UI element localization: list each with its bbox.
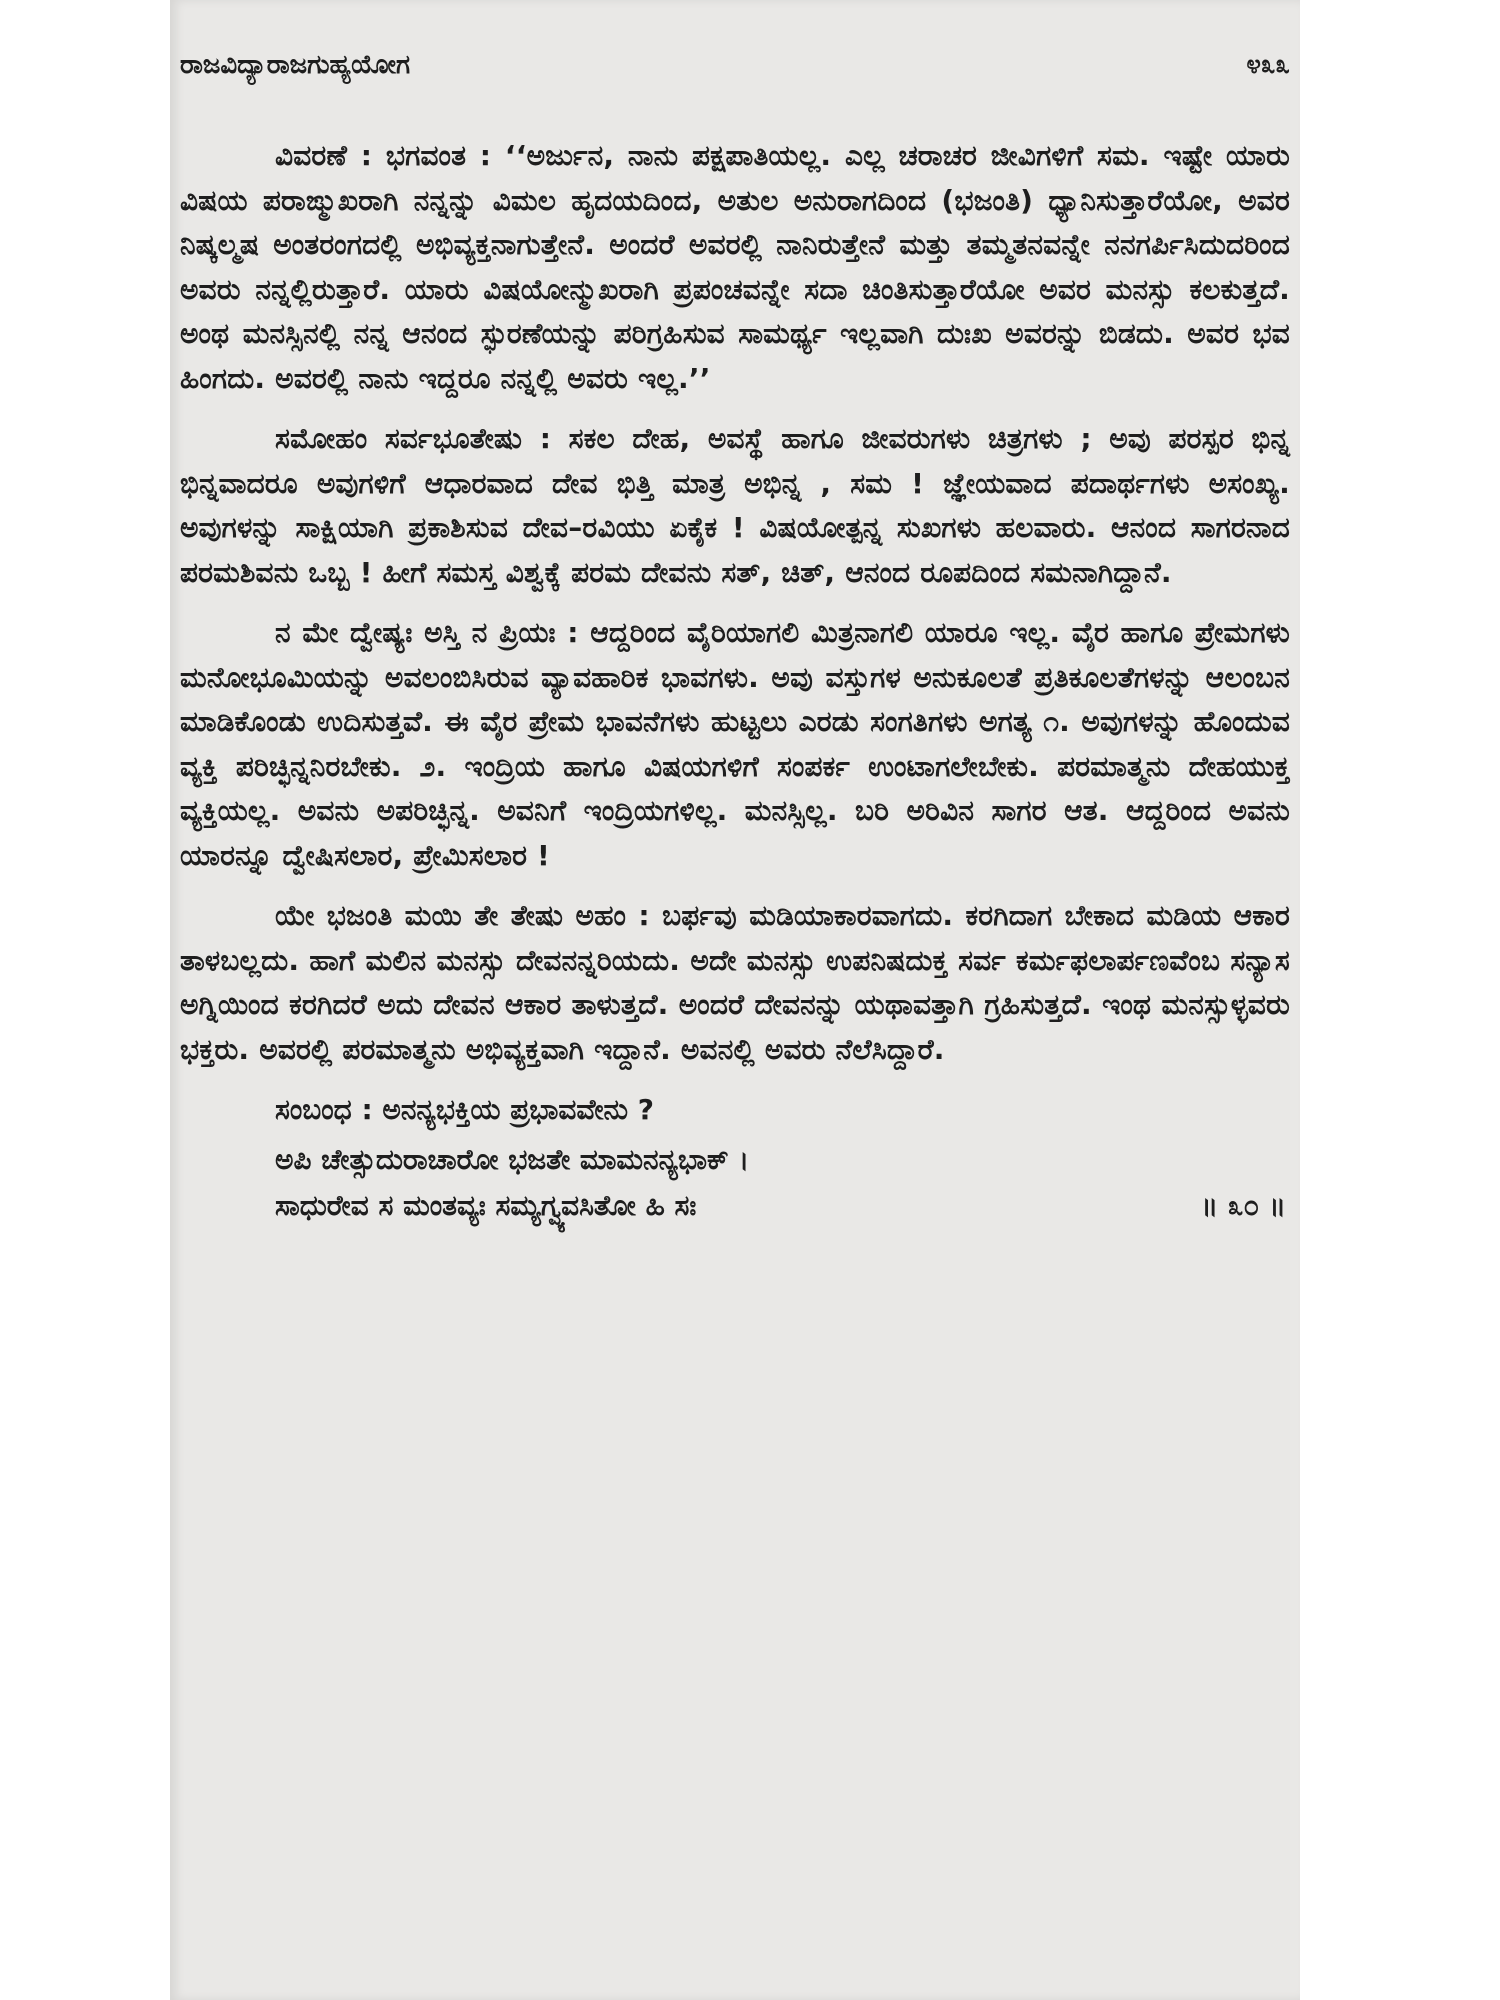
paragraph-text: ಸಕಲ ದೇಹ, ಅವಸ್ಥೆ ಹಾಗೂ ಜೀವರುಗಳು ಚಿತ್ರಗಳು ; ಅವು ಪರಸ್ಪರ ಭಿನ್ನ ಭಿನ್ನವಾದರೂ ಅವುಗಳಿಗೆ ಆಧಾರವಾದ ದೇವ ಭಿತ್ತಿ ಮಾತ್ರ ಅಭಿನ್ನ , ಸಮ ! ಜ್ಞೇಯವಾದ ಪದಾರ್ಥಗಳು ಅಸಂಖ್ಯ. ಅವುಗಳನ್ನು ಸಾಕ್ಷಿಯಾಗಿ ಪ್ರಕಾಶಿಸುವ ದೇವ–ರವಿಯು ಏಕೈಕ ! ವಿಷಯೋತ್ಪನ್ನ ಸುಖಗಳು ಹಲವಾರು. ಆನಂದ ಸಾಗರನಾದ ಪರಮಶಿವನು ಒಬ್ಬ ! ಹೀಗೆ ಸಮಸ್ತ ವಿಶ್ವಕ್ಕೆ ಪರಮ ದೇವನು ಸತ್, ಚಿತ್, ಆನಂದ ರೂಪದಿಂದ ಸಮನಾಗಿದ್ದಾನೆ. <box>180 422 1290 589</box>
paragraph-text: ಬರ್ಫವು ಮಡಿಯಾಕಾರವಾಗದು. ಕರಗಿದಾಗ ಬೇಕಾದ ಮಡಿಯ ಆಕಾರ ತಾಳಬಲ್ಲದು. ಹಾಗೆ ಮಲಿನ ಮನಸ್ಸು ದೇವನನ್ನರಿಯದು. ಅದೇ ಮನಸ್ಸು ಉಪನಿಷದುಕ್ತ ಸರ್ವ ಕರ್ಮಫಲಾರ್ಪಣವೆಂಬ ಸನ್ಯಾಸ ಅಗ್ನಿಯಿಂದ ಕರಗಿದರೆ ಅದು ದೇವನ ಆಕಾರ ತಾಳುತ್ತದೆ. ಅಂದರೆ ದೇವನನ್ನು ಯಥಾವತ್ತಾಗಿ ಗ್ರಹಿಸುತ್ತದೆ. ಇಂಥ ಮನಸ್ಸುಳ್ಳವರು ಭಕ್ತರು. ಅವರಲ್ಲಿ ಪರಮಾತ್ಮನು ಅಭಿವ್ಯಕ್ತವಾಗಿ ಇದ್ದಾನೆ. ಅವನಲ್ಲಿ ಅವರು ನೆಲೆಸಿದ್ದಾರೆ. <box>180 899 1290 1066</box>
paragraph-na-me-dveshya <box>180 611 1290 878</box>
paragraph-text: ಭಗವಂತ : ‘‘ಅರ್ಜುನ, ನಾನು ಪಕ್ಷಪಾತಿಯಲ್ಲ. ಎಲ್ಲ ಚರಾಚರ ಜೀವಿಗಳಿಗೆ ಸಮ. ಇಷ್ಟೇ ಯಾರು ವಿಷಯ ಪರಾಙ್ಮುಖರಾಗಿ ನನ್ನನ್ನು ವಿಮಲ ಹೃದಯದಿಂದ, ಅತುಲ ಅನುರಾಗದಿಂದ (ಭಜಂತಿ) ಧ್ಯಾನಿಸುತ್ತಾರೆಯೋ, ಅವರ ನಿಷ್ಕಲ್ಮಷ ಅಂತರಂಗದಲ್ಲಿ ಅಭಿವ್ಯಕ್ತನಾಗುತ್ತೇನೆ. ಅಂದರೆ ಅವರಲ್ಲಿ ನಾನಿರುತ್ತೇನೆ ಮತ್ತು ತಮ್ಮತನವನ್ನೇ ನನಗರ್ಪಿಸಿದುದರಿಂದ ಅವರು ನನ್ನಲ್ಲಿರುತ್ತಾರೆ. ಯಾರು ವಿಷಯೋನ್ಮುಖರಾಗಿ ಪ್ರಪಂಚವನ್ನೇ ಸದಾ ಚಿಂತಿಸುತ್ತಾರೆಯೋ ಅವರ ಮನಸ್ಸು ಕಲಕುತ್ತದೆ. ಅಂಥ ಮನಸ್ಸಿನಲ್ಲಿ ನನ್ನ ಆನಂದ ಸ್ಫುರಣೆಯನ್ನು ಪರಿಗ್ರಹಿಸುವ ಸಾಮರ್ಥ್ಯ ಇಲ್ಲವಾಗಿ ದುಃಖ ಅವರನ್ನು ಬಿಡದು. ಅವರ ಭವ ಹಿಂಗದು. ಅವರಲ್ಲಿ ನಾನು ಇದ್ದರೂ ನನ್ನಲ್ಲಿ ಅವರು ಇಲ್ಲ.’’ <box>180 139 1290 395</box>
paragraph-lead: ನ ಮೇ ದ್ವೇಷ್ಯಃ ಅಸ್ತಿ ನ ಪ್ರಿಯಃ : <box>275 616 579 649</box>
left-margin <box>0 0 170 2000</box>
paragraph-explanation <box>180 134 1290 401</box>
paragraph-lead: ಯೇ ಭಜಂತಿ ಮಯಿ ತೇ ತೇಷು ಅಹಂ : <box>275 899 650 932</box>
paragraph-lead: ವಿವರಣೆ : <box>275 139 373 172</box>
right-margin <box>1300 0 1500 2000</box>
paragraph-samoham <box>180 417 1290 595</box>
verse-text: ಅಪಿ ಚೇತ್ಸುದುರಾಚಾರೋ ಭಜತೇ ಮಾಮನನ್ಯಭಾಕ್ । <box>275 1142 750 1176</box>
verse-line-1 <box>275 1137 1290 1183</box>
verse-text: ಸಾಧುರೇವ ಸ ಮಂತವ್ಯಃ ಸಮ್ಯಗ್ವ್ಯವಸಿತೋ ಹಿ ಸಃ <box>275 1188 697 1222</box>
verse-line-2 <box>275 1183 1290 1229</box>
chapter-title: ರಾಜವಿದ್ಯಾರಾಜಗುಹ್ಯಯೋಗ <box>180 50 411 80</box>
running-header <box>180 48 1290 82</box>
paragraph-ye-bhajanti <box>180 894 1290 1072</box>
verse-number: ॥ ೩೦ ॥ <box>1200 1188 1286 1222</box>
paragraph-text: ಆದ್ದರಿಂದ ವೈರಿಯಾಗಲಿ ಮಿತ್ರನಾಗಲಿ ಯಾರೂ ಇಲ್ಲ. ವೈರ ಹಾಗೂ ಪ್ರೇಮಗಳು ಮನೋಭೂಮಿಯನ್ನು ಅವಲಂಬಿಸಿರುವ ವ್ಯಾವಹಾರಿಕ ಭಾವಗಳು. ಅವು ವಸ್ತುಗಳ ಅನುಕೂಲತೆ ಪ್ರತಿಕೂಲತೆಗಳನ್ನು ಆಲಂಬನ ಮಾಡಿಕೊಂಡು ಉದಿಸುತ್ತವೆ. ಈ ವೈರ ಪ್ರೇಮ ಭಾವನೆಗಳು ಹುಟ್ಟಲು ಎರಡು ಸಂಗತಿಗಳು ಅಗತ್ಯ ೧. ಅವುಗಳನ್ನು ಹೊಂದುವ ವ್ಯಕ್ತಿ ಪರಿಚ್ಛಿನ್ನನಿರಬೇಕು. ೨. ಇಂದ್ರಿಯ ಹಾಗೂ ವಿಷಯಗಳಿಗೆ ಸಂಪರ್ಕ ಉಂಟಾಗಲೇಬೇಕು. ಪರಮಾತ್ಮನು ದೇಹಯುಕ್ತ ವ್ಯಕ್ತಿಯಲ್ಲ. ಅವನು ಅಪರಿಚ್ಛಿನ್ನ. ಅವನಿಗೆ ಇಂದ್ರಿಯಗಳಿಲ್ಲ. ಮನಸ್ಸಿಲ್ಲ. ಬರಿ ಅರಿವಿನ ಸಾಗರ ಆತ. ಆದ್ದರಿಂದ ಅವನು ಯಾರನ್ನೂ ದ್ವೇಷಿಸಲಾರ, ಪ್ರೇಮಿಸಲಾರ ! <box>180 616 1290 872</box>
book-page <box>170 0 1300 2000</box>
page-content <box>180 48 1290 1229</box>
page-number: ೪೩೩ <box>1246 50 1290 80</box>
paragraph-lead: ಸಮೋಹಂ ಸರ್ವಭೂತೇಷು : <box>275 422 552 455</box>
relation-question: ಸಂಬಂಧ : ಅನನ್ಯಭಕ್ತಿಯ ಪ್ರಭಾವವೇನು ? <box>275 1093 654 1126</box>
